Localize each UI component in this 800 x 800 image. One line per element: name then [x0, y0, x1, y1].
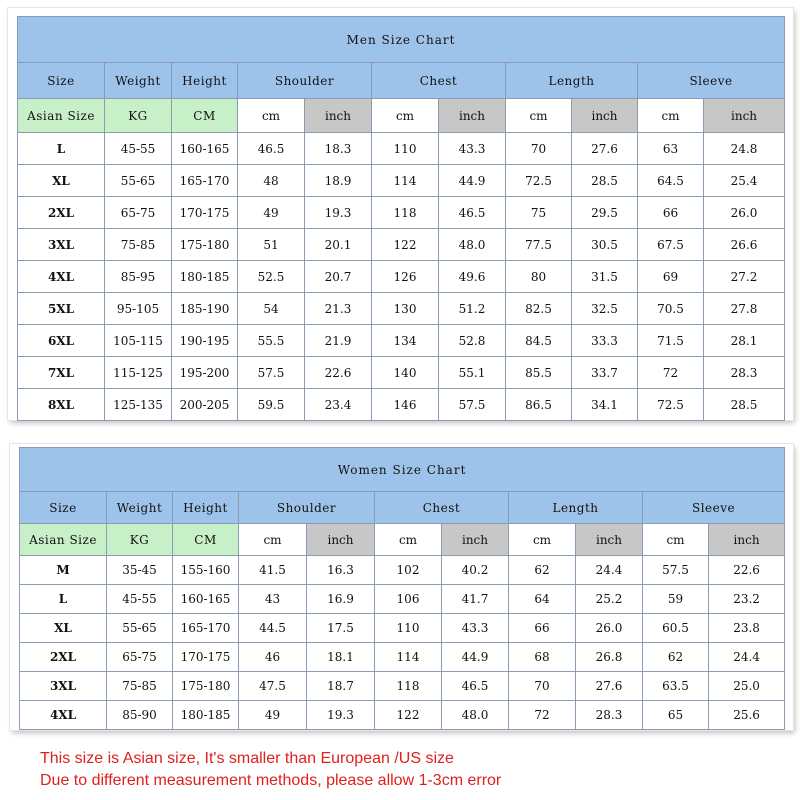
table-cell: 134 — [372, 325, 439, 357]
table-cell: 46.5 — [442, 672, 509, 701]
table-cell: 19.3 — [305, 197, 372, 229]
column-header: Chest — [372, 63, 506, 99]
table-cell: 130 — [372, 293, 439, 325]
table-cell: 20.1 — [305, 229, 372, 261]
table-cell: 65 — [643, 701, 709, 730]
table-cell: 63 — [638, 133, 704, 165]
inch-unit-label: inch — [572, 99, 638, 133]
cm-unit-label: cm — [509, 524, 576, 556]
cm-unit-label: cm — [372, 99, 439, 133]
table-cell: 185-190 — [172, 293, 238, 325]
table-cell: 77.5 — [506, 229, 572, 261]
table-cell: 65-75 — [107, 643, 173, 672]
table-cell: 24.4 — [709, 643, 785, 672]
table-cell: 70.5 — [638, 293, 704, 325]
table-cell: 43 — [239, 585, 307, 614]
asian-size-label: Asian Size — [18, 99, 105, 133]
table-cell: 28.3 — [704, 357, 785, 389]
table-cell: 28.1 — [704, 325, 785, 357]
table-row — [20, 643, 785, 672]
table-cell: 41.5 — [239, 556, 307, 585]
table-cell: 25.6 — [709, 701, 785, 730]
table-cell: 95-105 — [105, 293, 172, 325]
table-cell: 23.4 — [305, 389, 372, 421]
table-cell: 31.5 — [572, 261, 638, 293]
table-cell: 26.0 — [704, 197, 785, 229]
table-cell: 41.7 — [442, 585, 509, 614]
table-row — [18, 229, 785, 261]
table-cell: 18.9 — [305, 165, 372, 197]
table-cell: 165-170 — [173, 614, 239, 643]
table-cell: 16.3 — [307, 556, 375, 585]
table-cell: 65-75 — [105, 197, 172, 229]
size-cell: L — [18, 133, 105, 165]
table-cell: 35-45 — [107, 556, 173, 585]
height-unit-label: CM — [172, 99, 238, 133]
size-cell: 6XL — [18, 325, 105, 357]
column-header: Weight — [107, 492, 173, 524]
men-size-table — [17, 16, 785, 421]
measurement-error-note: Due to different measurement methods, please allow 1-3cm error — [40, 772, 502, 789]
table-cell: 80 — [506, 261, 572, 293]
table-cell: 25.2 — [576, 585, 643, 614]
table-cell: 62 — [643, 643, 709, 672]
table-cell: 43.3 — [439, 133, 506, 165]
column-header: Weight — [105, 63, 172, 99]
table-row — [20, 614, 785, 643]
table-cell: 70 — [509, 672, 576, 701]
size-cell: 2XL — [20, 643, 107, 672]
table-cell: 66 — [638, 197, 704, 229]
chart-title: Women Size Chart — [20, 448, 785, 492]
table-cell: 34.1 — [572, 389, 638, 421]
size-cell: M — [20, 556, 107, 585]
table-cell: 48 — [238, 165, 305, 197]
table-cell: 72 — [638, 357, 704, 389]
table-cell: 146 — [372, 389, 439, 421]
table-cell: 54 — [238, 293, 305, 325]
weight-unit-label: KG — [107, 524, 173, 556]
table-cell: 75-85 — [105, 229, 172, 261]
column-header: Sleeve — [638, 63, 785, 99]
table-cell: 110 — [375, 614, 442, 643]
table-row — [18, 165, 785, 197]
cm-unit-label: cm — [506, 99, 572, 133]
table-cell: 170-175 — [172, 197, 238, 229]
column-header: Height — [172, 63, 238, 99]
table-cell: 55-65 — [107, 614, 173, 643]
asian-size-label: Asian Size — [20, 524, 107, 556]
table-row — [18, 133, 785, 165]
table-cell: 71.5 — [638, 325, 704, 357]
cm-unit-label: cm — [643, 524, 709, 556]
table-cell: 18.1 — [307, 643, 375, 672]
size-cell: 3XL — [18, 229, 105, 261]
table-cell: 68 — [509, 643, 576, 672]
table-cell: 85-95 — [105, 261, 172, 293]
size-cell: 8XL — [18, 389, 105, 421]
table-cell: 114 — [375, 643, 442, 672]
table-cell: 122 — [372, 229, 439, 261]
table-cell: 75-85 — [107, 672, 173, 701]
table-cell: 64 — [509, 585, 576, 614]
chart-title: Men Size Chart — [18, 17, 785, 63]
table-cell: 18.7 — [307, 672, 375, 701]
size-cell: L — [20, 585, 107, 614]
column-header: Size — [20, 492, 107, 524]
column-header: Height — [173, 492, 239, 524]
table-cell: 30.5 — [572, 229, 638, 261]
column-header: Size — [18, 63, 105, 99]
table-cell: 160-165 — [173, 585, 239, 614]
table-cell: 52.5 — [238, 261, 305, 293]
table-cell: 86.5 — [506, 389, 572, 421]
table-cell: 140 — [372, 357, 439, 389]
table-cell: 27.6 — [572, 133, 638, 165]
table-cell: 51 — [238, 229, 305, 261]
table-cell: 49.6 — [439, 261, 506, 293]
inch-unit-label: inch — [439, 99, 506, 133]
table-cell: 17.5 — [307, 614, 375, 643]
table-cell: 57.5 — [238, 357, 305, 389]
table-cell: 155-160 — [173, 556, 239, 585]
table-cell: 22.6 — [305, 357, 372, 389]
table-cell: 190-195 — [172, 325, 238, 357]
table-cell: 200-205 — [172, 389, 238, 421]
inch-unit-label: inch — [305, 99, 372, 133]
table-row — [20, 672, 785, 701]
table-row — [18, 389, 785, 421]
table-cell: 60.5 — [643, 614, 709, 643]
table-cell: 28.5 — [572, 165, 638, 197]
table-cell: 23.8 — [709, 614, 785, 643]
table-cell: 45-55 — [105, 133, 172, 165]
table-cell: 20.7 — [305, 261, 372, 293]
table-cell: 49 — [238, 197, 305, 229]
table-cell: 43.3 — [442, 614, 509, 643]
column-header: Shoulder — [238, 63, 372, 99]
table-cell: 72 — [509, 701, 576, 730]
table-cell: 55.1 — [439, 357, 506, 389]
size-cell: 3XL — [20, 672, 107, 701]
cm-unit-label: cm — [375, 524, 442, 556]
column-header: Chest — [375, 492, 509, 524]
height-unit-label: CM — [173, 524, 239, 556]
table-cell: 126 — [372, 261, 439, 293]
table-cell: 57.5 — [643, 556, 709, 585]
table-cell: 82.5 — [506, 293, 572, 325]
table-row — [20, 701, 785, 730]
table-cell: 33.7 — [572, 357, 638, 389]
table-cell: 70 — [506, 133, 572, 165]
table-cell: 67.5 — [638, 229, 704, 261]
table-cell: 118 — [372, 197, 439, 229]
table-cell: 195-200 — [172, 357, 238, 389]
table-cell: 48.0 — [439, 229, 506, 261]
table-cell: 40.2 — [442, 556, 509, 585]
size-cell: 4XL — [18, 261, 105, 293]
table-cell: 24.4 — [576, 556, 643, 585]
table-cell: 64.5 — [638, 165, 704, 197]
table-cell: 75 — [506, 197, 572, 229]
table-cell: 28.3 — [576, 701, 643, 730]
cm-unit-label: cm — [239, 524, 307, 556]
table-cell: 85.5 — [506, 357, 572, 389]
size-cell: 4XL — [20, 701, 107, 730]
women-size-chart-panel — [10, 444, 793, 730]
table-cell: 27.6 — [576, 672, 643, 701]
table-cell: 48.0 — [442, 701, 509, 730]
column-header: Length — [506, 63, 638, 99]
table-cell: 55-65 — [105, 165, 172, 197]
table-cell: 66 — [509, 614, 576, 643]
table-cell: 44.9 — [439, 165, 506, 197]
column-header: Shoulder — [239, 492, 375, 524]
table-cell: 122 — [375, 701, 442, 730]
inch-unit-label: inch — [307, 524, 375, 556]
table-cell: 84.5 — [506, 325, 572, 357]
table-row — [18, 197, 785, 229]
table-cell: 72.5 — [638, 389, 704, 421]
table-cell: 26.8 — [576, 643, 643, 672]
size-cell: 5XL — [18, 293, 105, 325]
table-cell: 85-90 — [107, 701, 173, 730]
table-cell: 160-165 — [172, 133, 238, 165]
table-cell: 27.2 — [704, 261, 785, 293]
table-cell: 118 — [375, 672, 442, 701]
table-cell: 180-185 — [173, 701, 239, 730]
inch-unit-label: inch — [576, 524, 643, 556]
men-size-chart-panel — [8, 8, 793, 420]
weight-unit-label: KG — [105, 99, 172, 133]
table-row — [20, 585, 785, 614]
table-row — [18, 325, 785, 357]
cm-unit-label: cm — [638, 99, 704, 133]
inch-unit-label: inch — [442, 524, 509, 556]
table-cell: 59 — [643, 585, 709, 614]
table-cell: 22.6 — [709, 556, 785, 585]
table-cell: 62 — [509, 556, 576, 585]
table-cell: 72.5 — [506, 165, 572, 197]
table-cell: 45-55 — [107, 585, 173, 614]
table-cell: 19.3 — [307, 701, 375, 730]
table-row — [18, 293, 785, 325]
table-cell: 46.5 — [439, 197, 506, 229]
size-cell: 7XL — [18, 357, 105, 389]
table-cell: 102 — [375, 556, 442, 585]
table-cell: 46 — [239, 643, 307, 672]
table-cell: 57.5 — [439, 389, 506, 421]
asian-size-note: This size is Asian size, It's smaller than European /US size — [40, 750, 454, 767]
table-cell: 180-185 — [172, 261, 238, 293]
table-cell: 27.8 — [704, 293, 785, 325]
table-cell: 25.4 — [704, 165, 785, 197]
column-header: Length — [509, 492, 643, 524]
size-cell: XL — [18, 165, 105, 197]
table-row — [20, 556, 785, 585]
table-cell: 115-125 — [105, 357, 172, 389]
column-header: Sleeve — [643, 492, 785, 524]
table-cell: 125-135 — [105, 389, 172, 421]
table-row — [18, 261, 785, 293]
table-cell: 49 — [239, 701, 307, 730]
cm-unit-label: cm — [238, 99, 305, 133]
table-cell: 63.5 — [643, 672, 709, 701]
size-cell: 2XL — [18, 197, 105, 229]
table-cell: 29.5 — [572, 197, 638, 229]
table-cell: 18.3 — [305, 133, 372, 165]
table-cell: 21.9 — [305, 325, 372, 357]
inch-unit-label: inch — [709, 524, 785, 556]
table-cell: 23.2 — [709, 585, 785, 614]
women-size-table — [19, 447, 785, 730]
table-cell: 51.2 — [439, 293, 506, 325]
table-cell: 52.8 — [439, 325, 506, 357]
table-cell: 16.9 — [307, 585, 375, 614]
table-cell: 69 — [638, 261, 704, 293]
table-cell: 175-180 — [172, 229, 238, 261]
table-cell: 110 — [372, 133, 439, 165]
table-cell: 32.5 — [572, 293, 638, 325]
table-cell: 175-180 — [173, 672, 239, 701]
table-cell: 28.5 — [704, 389, 785, 421]
table-cell: 114 — [372, 165, 439, 197]
table-cell: 47.5 — [239, 672, 307, 701]
table-row — [18, 357, 785, 389]
table-cell: 21.3 — [305, 293, 372, 325]
table-cell: 26.6 — [704, 229, 785, 261]
inch-unit-label: inch — [704, 99, 785, 133]
table-cell: 46.5 — [238, 133, 305, 165]
table-cell: 33.3 — [572, 325, 638, 357]
table-cell: 26.0 — [576, 614, 643, 643]
table-cell: 25.0 — [709, 672, 785, 701]
table-cell: 170-175 — [173, 643, 239, 672]
size-cell: XL — [20, 614, 107, 643]
table-cell: 24.8 — [704, 133, 785, 165]
table-cell: 44.9 — [442, 643, 509, 672]
table-cell: 106 — [375, 585, 442, 614]
table-cell: 165-170 — [172, 165, 238, 197]
table-cell: 59.5 — [238, 389, 305, 421]
table-cell: 55.5 — [238, 325, 305, 357]
table-cell: 44.5 — [239, 614, 307, 643]
size-disclaimer — [40, 748, 501, 792]
table-cell: 105-115 — [105, 325, 172, 357]
